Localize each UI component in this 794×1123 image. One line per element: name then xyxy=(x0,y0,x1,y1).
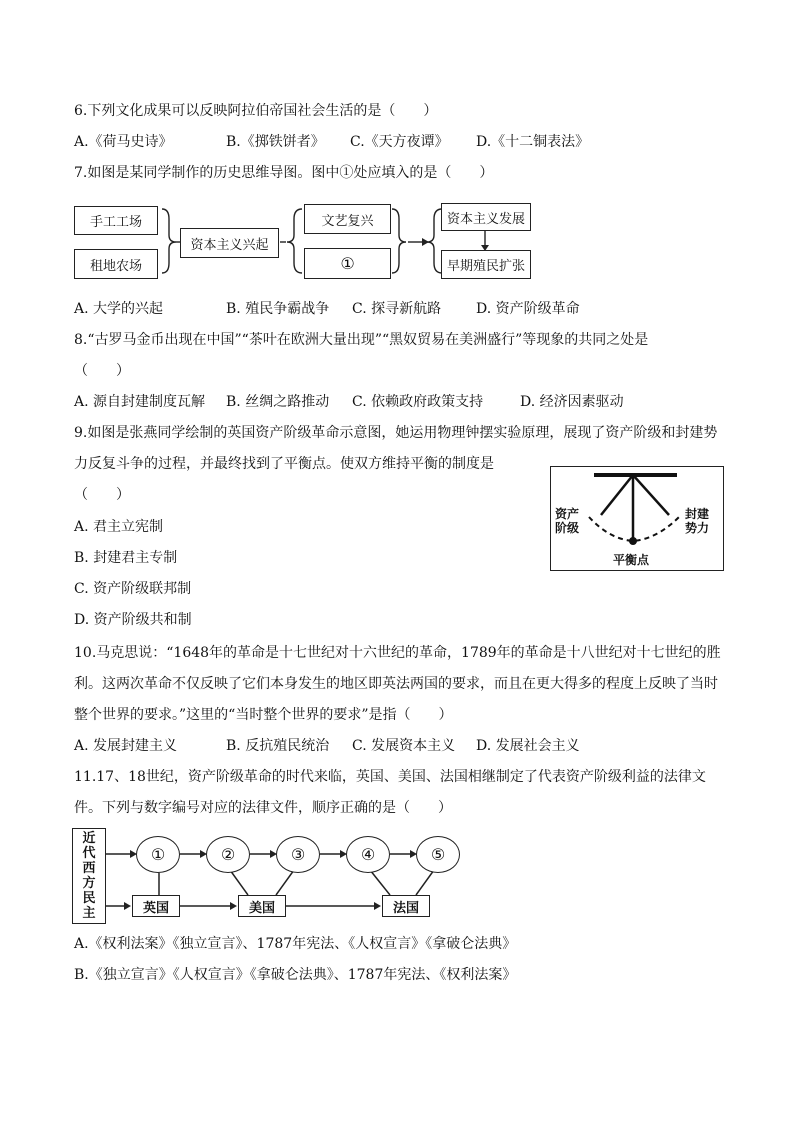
q6-option-c: C.《天方夜谭》 xyxy=(350,134,449,150)
q8-stem-line2: （ ） xyxy=(74,363,130,379)
q11-stem-line1: 11.17、18世纪，资产阶级革命的时代来临，英国、美国、法国相继制定了代表资产阶级利益的法律文 xyxy=(74,769,706,785)
label-bourgeoisie-2: 阶级 xyxy=(555,521,580,535)
q6-option-d: D.《十二铜表法》 xyxy=(476,134,590,150)
circle-4: ④ xyxy=(346,836,390,873)
q10-stem-line3: 整个世界的要求。”这里的“当时整个世界的要求”是指（ ） xyxy=(74,707,453,723)
q9-stem-line1: 9.如图是张燕同学绘制的英国资产阶级革命示意图，她运用物理钟摆实验原理，展现了资产阶级和封建势 xyxy=(74,425,718,441)
box-handicraft-workshop: 手工工场 xyxy=(74,206,158,235)
modern-western-democracy-label xyxy=(72,828,106,924)
q10-option-c: C. 发展资本主义 xyxy=(352,738,456,754)
circle-1: ① xyxy=(136,836,180,873)
q10-option-d: D. 发展社会主义 xyxy=(476,738,580,754)
box-usa: 美国 xyxy=(238,895,286,917)
box-rise-of-capitalism: 资本主义兴起 xyxy=(180,228,279,258)
q6-option-b: B.《掷铁饼者》 xyxy=(226,134,325,150)
q7-option-a: A. 大学的兴起 xyxy=(74,301,164,317)
q9-option-d: D. 资产阶级共和制 xyxy=(74,612,192,628)
circle-3: ③ xyxy=(276,836,320,873)
box-blank-1: ① xyxy=(304,248,391,279)
circle-2: ② xyxy=(206,836,250,873)
side-char-2: 代 xyxy=(82,846,96,861)
q8-option-c: C. 依赖政府政策支持 xyxy=(352,394,484,410)
q10-stem-line2: 利。这两次革命不仅反映了它们本身发生的地区即英法两国的要求，而且在更大得多的程度上反映了当时 xyxy=(74,676,718,692)
box-england: 英国 xyxy=(132,895,180,917)
box-leased-farm: 租地农场 xyxy=(74,249,158,279)
label-balance-point: 平衡点 xyxy=(613,553,650,567)
q6-stem: 6.下列文化成果可以反映阿拉伯帝国社会生活的是（ ） xyxy=(74,103,438,119)
q7-option-c: C. 探寻新航路 xyxy=(352,301,442,317)
box-capitalism-development: 资本主义发展 xyxy=(441,203,531,231)
box-renaissance: 文艺复兴 xyxy=(304,204,391,234)
side-char-3: 西 xyxy=(82,861,96,876)
q7-option-d: D. 资产阶级革命 xyxy=(476,301,580,317)
q7-option-b: B. 殖民争霸战争 xyxy=(226,301,330,317)
side-char-5: 民 xyxy=(82,891,96,906)
q9-pendulum-figure xyxy=(550,466,724,571)
side-char-4: 方 xyxy=(82,876,96,891)
circle-5: ⑤ xyxy=(416,836,460,873)
q9-stem-line2: 力反复斗争的过程，并最终找到了平衡点。使双方维持平衡的制度是 xyxy=(74,456,494,472)
q11-law-diagram xyxy=(72,828,472,924)
q9-stem-line3: （ ） xyxy=(74,487,130,503)
q7-stem: 7.如图是某同学制作的历史思维导图。图中①处应填入的是（ ） xyxy=(74,165,494,181)
q8-option-b: B. 丝绸之路推动 xyxy=(226,394,330,410)
q8-stem-line1: 8.“古罗马金币出现在中国”“茶叶在欧洲大量出现”“黑奴贸易在美洲盛行”等现象的共同之处是 xyxy=(74,332,649,348)
q10-stem-line1: 10.马克思说：“1648年的革命是十七世纪对十六世纪的革命，1789年的革命是十八世纪对十七世纪的胜 xyxy=(74,645,721,661)
q11-stem-line2: 件。下列与数字编号对应的法律文件，顺序正确的是（ ） xyxy=(74,800,452,816)
q8-option-d: D. 经济因素驱动 xyxy=(520,394,624,410)
side-char-6: 主 xyxy=(82,906,96,921)
box-france: 法国 xyxy=(382,895,430,917)
q11-option-b: B.《独立宣言》《人权宣言》《拿破仑法典》、1787年宪法、《权利法案》 xyxy=(74,967,517,983)
q10-option-b: B. 反抗殖民统治 xyxy=(226,738,330,754)
q6-option-a: A.《荷马史诗》 xyxy=(74,134,173,150)
q10-option-a: A. 发展封建主义 xyxy=(74,738,178,754)
q11-option-a: A.《权利法案》《独立宣言》、1787年宪法、《人权宣言》《拿破仑法典》 xyxy=(74,936,517,952)
label-feudal-2: 势力 xyxy=(685,521,710,535)
q9-option-a: A. 君主立宪制 xyxy=(74,519,164,535)
box-early-colonial-expansion: 早期殖民扩张 xyxy=(441,250,531,279)
label-feudal-1: 封建 xyxy=(685,507,710,521)
q8-option-a: A. 源自封建制度瓦解 xyxy=(74,394,206,410)
side-char-1: 近 xyxy=(82,831,96,846)
q9-option-b: B. 封建君主专制 xyxy=(74,550,178,566)
q9-option-c: C. 资产阶级联邦制 xyxy=(74,581,192,597)
label-bourgeoisie-1: 资产 xyxy=(555,507,580,521)
q7-mind-map xyxy=(70,197,540,287)
